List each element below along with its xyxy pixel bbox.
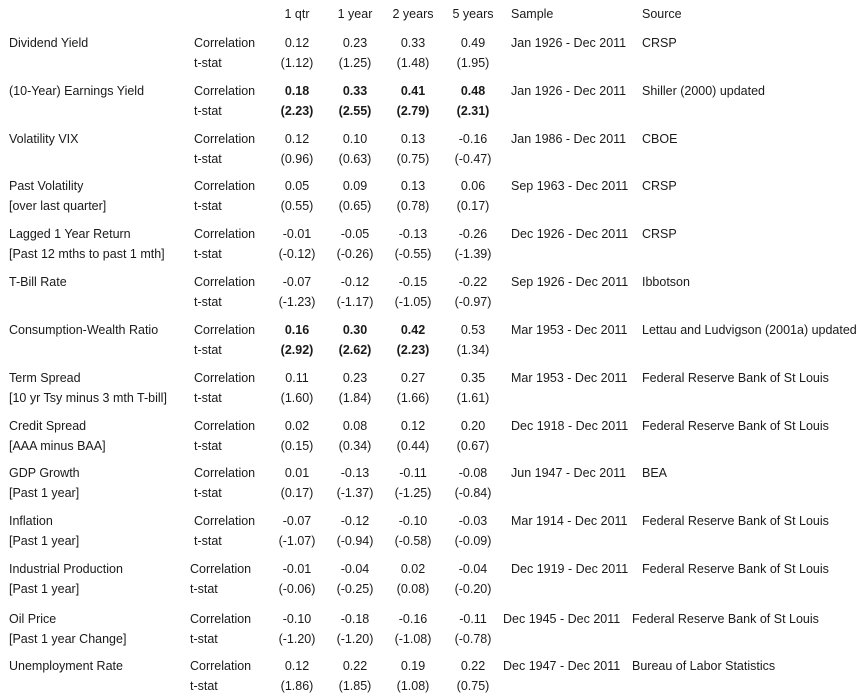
correlation-value: 0.41 bbox=[400, 84, 426, 98]
correlation-value: -0.12 bbox=[340, 514, 370, 528]
tstat-value: (-1.23) bbox=[278, 295, 316, 309]
correlation-value: 0.12 bbox=[400, 419, 426, 433]
tstat-value: (1.85) bbox=[338, 679, 372, 693]
tstat-value: (-1.17) bbox=[336, 295, 374, 309]
correlation-value: 0.09 bbox=[342, 179, 368, 193]
tstat-value: (-0.26) bbox=[336, 247, 374, 261]
tstat-value: (0.65) bbox=[338, 199, 372, 213]
row-data-source: CRSP bbox=[642, 179, 677, 193]
tstat-value: (0.78) bbox=[396, 199, 430, 213]
correlation-value: 0.19 bbox=[400, 659, 426, 673]
tstat-value: (-0.58) bbox=[394, 534, 432, 548]
row-tstat-label: t-stat bbox=[190, 582, 218, 596]
row-sample-period: Jan 1926 - Dec 2011 bbox=[511, 36, 627, 50]
correlation-value: -0.26 bbox=[458, 227, 488, 241]
correlation-value: 0.33 bbox=[400, 36, 426, 50]
row-data-source: Bureau of Labor Statistics bbox=[632, 659, 776, 673]
row-data-source: Shiller (2000) updated bbox=[642, 84, 765, 98]
correlation-value: -0.01 bbox=[282, 227, 312, 241]
correlation-value: -0.07 bbox=[282, 514, 312, 528]
row-correlation-label: Correlation bbox=[194, 227, 256, 241]
row-variable-name: Consumption-Wealth Ratio bbox=[9, 323, 159, 337]
row-data-source: Lettau and Ludvigson (2001a) updated bbox=[642, 323, 857, 337]
tstat-value: (1.66) bbox=[396, 391, 430, 405]
row-variable-subtitle: [Past 1 year] bbox=[9, 534, 80, 548]
row-data-source: CBOE bbox=[642, 132, 678, 146]
row-variable-name: GDP Growth bbox=[9, 466, 80, 480]
row-sample-period: Jan 1926 - Dec 2011 bbox=[511, 84, 627, 98]
tstat-value: (0.15) bbox=[280, 439, 314, 453]
tstat-value: (-1.08) bbox=[394, 632, 432, 646]
correlation-value: -0.13 bbox=[398, 227, 428, 241]
correlation-value: 0.33 bbox=[342, 84, 368, 98]
row-data-source: Federal Reserve Bank of St Louis bbox=[642, 562, 829, 576]
row-variable-subtitle: [Past 1 year Change] bbox=[9, 632, 127, 646]
correlation-value: 0.02 bbox=[284, 419, 310, 433]
correlation-value: -0.07 bbox=[282, 275, 312, 289]
row-variable-name: (10-Year) Earnings Yield bbox=[9, 84, 145, 98]
correlation-value: 0.42 bbox=[400, 323, 426, 337]
tstat-value: (1.08) bbox=[396, 679, 430, 693]
row-tstat-label: t-stat bbox=[190, 679, 218, 693]
row-data-source: Federal Reserve Bank of St Louis bbox=[642, 419, 829, 433]
header-1qtr: 1 qtr bbox=[284, 7, 310, 21]
correlation-value: -0.11 bbox=[459, 612, 487, 626]
correlation-value: -0.22 bbox=[458, 275, 488, 289]
correlation-value: 0.22 bbox=[460, 659, 486, 673]
row-sample-period: Dec 1945 - Dec 2011 bbox=[503, 612, 621, 626]
row-tstat-label: t-stat bbox=[194, 343, 222, 357]
correlation-value: -0.16 bbox=[398, 612, 428, 626]
row-correlation-label: Correlation bbox=[194, 132, 256, 146]
tstat-value: (1.84) bbox=[338, 391, 372, 405]
tstat-value: (1.48) bbox=[396, 56, 430, 70]
tstat-value: (-0.55) bbox=[394, 247, 432, 261]
tstat-value: (0.08) bbox=[396, 582, 430, 596]
correlation-value: 0.22 bbox=[342, 659, 368, 673]
tstat-value: (-1.37) bbox=[336, 486, 374, 500]
correlation-value: 0.02 bbox=[400, 562, 426, 576]
correlation-value: -0.08 bbox=[458, 466, 488, 480]
header-5years: 5 years bbox=[452, 7, 494, 21]
header-1year: 1 year bbox=[337, 7, 373, 21]
tstat-value: (2.23) bbox=[396, 343, 430, 357]
correlation-value: -0.03 bbox=[458, 514, 488, 528]
correlation-value: -0.10 bbox=[282, 612, 312, 626]
tstat-value: (-1.20) bbox=[278, 632, 316, 646]
tstat-value: (-0.78) bbox=[454, 632, 492, 646]
tstat-value: (2.31) bbox=[456, 104, 490, 118]
correlation-value: 0.27 bbox=[400, 371, 426, 385]
correlation-value: -0.12 bbox=[340, 275, 370, 289]
tstat-value: (1.25) bbox=[338, 56, 372, 70]
row-sample-period: Dec 1926 - Dec 2011 bbox=[511, 227, 629, 241]
correlation-value: 0.10 bbox=[342, 132, 368, 146]
correlation-value: 0.12 bbox=[284, 132, 310, 146]
tstat-value: (2.62) bbox=[338, 343, 372, 357]
row-variable-subtitle: [Past 12 mths to past 1 mth] bbox=[9, 247, 165, 261]
tstat-value: (0.17) bbox=[456, 199, 490, 213]
row-correlation-label: Correlation bbox=[194, 179, 256, 193]
row-correlation-label: Correlation bbox=[190, 562, 252, 576]
tstat-value: (-1.05) bbox=[394, 295, 432, 309]
correlation-value: -0.10 bbox=[398, 514, 428, 528]
row-variable-name: Lagged 1 Year Return bbox=[9, 227, 131, 241]
row-variable-subtitle: [10 yr Tsy minus 3 mth T-bill] bbox=[9, 391, 167, 405]
tstat-value: (0.67) bbox=[456, 439, 490, 453]
tstat-value: (0.75) bbox=[396, 152, 430, 166]
row-tstat-label: t-stat bbox=[194, 486, 222, 500]
row-tstat-label: t-stat bbox=[194, 56, 222, 70]
row-variable-name: Industrial Production bbox=[9, 562, 123, 576]
correlation-value: -0.01 bbox=[282, 562, 312, 576]
row-variable-name: Credit Spread bbox=[9, 419, 87, 433]
correlation-value: 0.12 bbox=[284, 36, 310, 50]
row-tstat-label: t-stat bbox=[194, 104, 222, 118]
correlation-value: -0.04 bbox=[458, 562, 488, 576]
correlation-value: 0.30 bbox=[342, 323, 368, 337]
row-data-source: Federal Reserve Bank of St Louis bbox=[632, 612, 819, 626]
row-variable-name: Unemployment Rate bbox=[9, 659, 123, 673]
row-tstat-label: t-stat bbox=[194, 152, 222, 166]
row-data-source: CRSP bbox=[642, 36, 677, 50]
row-tstat-label: t-stat bbox=[194, 295, 222, 309]
header-2years: 2 years bbox=[392, 7, 434, 21]
row-variable-name: Oil Price bbox=[9, 612, 57, 626]
row-tstat-label: t-stat bbox=[194, 391, 222, 405]
tstat-value: (-1.25) bbox=[394, 486, 432, 500]
row-tstat-label: t-stat bbox=[194, 247, 222, 261]
tstat-value: (1.34) bbox=[456, 343, 490, 357]
tstat-value: (-0.12) bbox=[278, 247, 316, 261]
row-sample-period: Mar 1953 - Dec 2011 bbox=[511, 323, 628, 337]
row-correlation-label: Correlation bbox=[194, 275, 256, 289]
tstat-value: (-0.84) bbox=[454, 486, 492, 500]
tstat-value: (1.12) bbox=[280, 56, 314, 70]
row-tstat-label: t-stat bbox=[190, 632, 218, 646]
tstat-value: (2.23) bbox=[280, 104, 314, 118]
tstat-value: (-1.07) bbox=[278, 534, 316, 548]
row-variable-subtitle: [over last quarter] bbox=[9, 199, 107, 213]
correlation-value: -0.13 bbox=[340, 466, 370, 480]
correlation-value: 0.12 bbox=[284, 659, 310, 673]
correlation-value: 0.49 bbox=[460, 36, 486, 50]
row-variable-name: T-Bill Rate bbox=[9, 275, 67, 289]
correlation-value: -0.11 bbox=[399, 466, 427, 480]
row-sample-period: Mar 1914 - Dec 2011 bbox=[511, 514, 628, 528]
correlation-value: 0.23 bbox=[342, 371, 368, 385]
row-sample-period: Dec 1919 - Dec 2011 bbox=[511, 562, 629, 576]
correlation-value: 0.23 bbox=[342, 36, 368, 50]
row-correlation-label: Correlation bbox=[194, 36, 256, 50]
tstat-value: (-0.94) bbox=[336, 534, 374, 548]
correlation-value: -0.18 bbox=[340, 612, 370, 626]
row-correlation-label: Correlation bbox=[194, 466, 256, 480]
row-data-source: Ibbotson bbox=[642, 275, 690, 289]
row-variable-name: Past Volatility bbox=[9, 179, 84, 193]
correlation-value: 0.20 bbox=[460, 419, 486, 433]
correlation-value: 0.16 bbox=[284, 323, 310, 337]
row-correlation-label: Correlation bbox=[194, 514, 256, 528]
correlation-value: 0.48 bbox=[460, 84, 486, 98]
row-correlation-label: Correlation bbox=[190, 659, 252, 673]
tstat-value: (0.17) bbox=[280, 486, 314, 500]
tstat-value: (1.95) bbox=[456, 56, 490, 70]
correlation-value: -0.05 bbox=[340, 227, 370, 241]
tstat-value: (1.60) bbox=[280, 391, 314, 405]
tstat-value: (0.34) bbox=[338, 439, 372, 453]
row-sample-period: Sep 1963 - Dec 2011 bbox=[511, 179, 629, 193]
tstat-value: (-0.20) bbox=[454, 582, 492, 596]
tstat-value: (0.75) bbox=[456, 679, 490, 693]
correlation-value: 0.35 bbox=[460, 371, 486, 385]
row-correlation-label: Correlation bbox=[194, 371, 256, 385]
correlation-value: 0.18 bbox=[284, 84, 310, 98]
correlation-value: 0.53 bbox=[460, 323, 486, 337]
row-sample-period: Dec 1947 - Dec 2011 bbox=[503, 659, 621, 673]
header-sample: Sample bbox=[511, 7, 554, 21]
tstat-value: (-0.47) bbox=[454, 152, 492, 166]
row-variable-subtitle: [Past 1 year] bbox=[9, 582, 80, 596]
row-sample-period: Jan 1986 - Dec 2011 bbox=[511, 132, 627, 146]
row-variable-name: Dividend Yield bbox=[9, 36, 89, 50]
row-variable-name: Term Spread bbox=[9, 371, 81, 385]
tstat-value: (-0.97) bbox=[454, 295, 492, 309]
tstat-value: (0.55) bbox=[280, 199, 314, 213]
tstat-value: (-0.06) bbox=[278, 582, 316, 596]
tstat-value: (2.55) bbox=[338, 104, 372, 118]
tstat-value: (1.61) bbox=[456, 391, 490, 405]
row-data-source: Federal Reserve Bank of St Louis bbox=[642, 514, 829, 528]
row-tstat-label: t-stat bbox=[194, 439, 222, 453]
row-variable-subtitle: [AAA minus BAA] bbox=[9, 439, 106, 453]
row-sample-period: Mar 1953 - Dec 2011 bbox=[511, 371, 628, 385]
row-variable-name: Volatility VIX bbox=[9, 132, 79, 146]
tstat-value: (2.79) bbox=[396, 104, 430, 118]
tstat-value: (1.86) bbox=[280, 679, 314, 693]
row-data-source: BEA bbox=[642, 466, 668, 480]
correlation-value: -0.04 bbox=[340, 562, 370, 576]
correlation-value: 0.05 bbox=[284, 179, 310, 193]
correlation-value: 0.01 bbox=[284, 466, 310, 480]
row-correlation-label: Correlation bbox=[194, 84, 256, 98]
row-correlation-label: Correlation bbox=[194, 419, 256, 433]
correlation-value: -0.16 bbox=[458, 132, 488, 146]
row-correlation-label: Correlation bbox=[194, 323, 256, 337]
correlation-value: 0.08 bbox=[342, 419, 368, 433]
tstat-value: (-0.09) bbox=[454, 534, 492, 548]
header-source: Source bbox=[642, 7, 682, 21]
tstat-value: (0.44) bbox=[396, 439, 430, 453]
correlation-value: -0.15 bbox=[398, 275, 428, 289]
tstat-value: (-1.20) bbox=[336, 632, 374, 646]
tstat-value: (0.63) bbox=[338, 152, 372, 166]
correlation-value: 0.13 bbox=[400, 179, 426, 193]
tstat-value: (-1.39) bbox=[454, 247, 492, 261]
correlation-value: 0.06 bbox=[460, 179, 486, 193]
tstat-value: (0.96) bbox=[280, 152, 314, 166]
row-sample-period: Sep 1926 - Dec 2011 bbox=[511, 275, 629, 289]
row-sample-period: Jun 1947 - Dec 2011 bbox=[511, 466, 627, 480]
correlation-value: 0.11 bbox=[285, 371, 309, 385]
row-data-source: Federal Reserve Bank of St Louis bbox=[642, 371, 829, 385]
row-data-source: CRSP bbox=[642, 227, 677, 241]
tstat-value: (2.92) bbox=[280, 343, 314, 357]
tstat-value: (-0.25) bbox=[336, 582, 374, 596]
row-variable-subtitle: [Past 1 year] bbox=[9, 486, 80, 500]
correlation-value: 0.13 bbox=[400, 132, 426, 146]
row-variable-name: Inflation bbox=[9, 514, 53, 528]
row-tstat-label: t-stat bbox=[194, 199, 222, 213]
row-sample-period: Dec 1918 - Dec 2011 bbox=[511, 419, 629, 433]
row-correlation-label: Correlation bbox=[190, 612, 252, 626]
row-tstat-label: t-stat bbox=[194, 534, 222, 548]
